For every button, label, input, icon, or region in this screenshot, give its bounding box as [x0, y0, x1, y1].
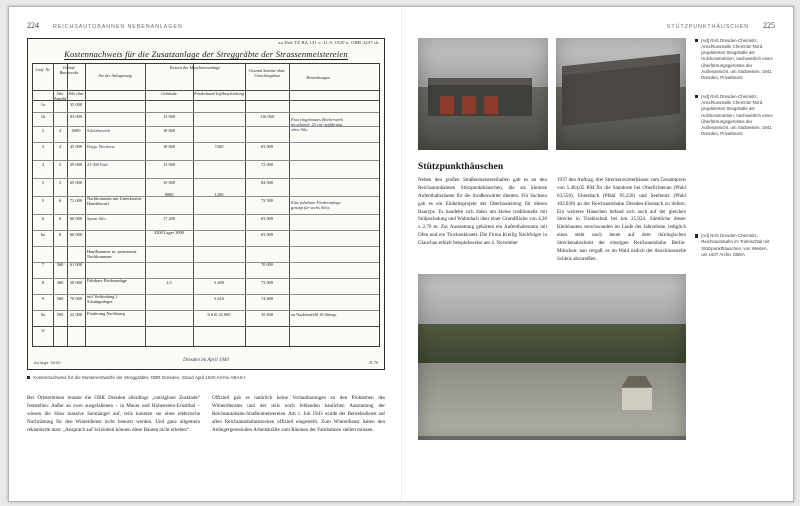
- caption-marker-icon: [695, 95, 698, 98]
- table-row: 360: [56, 280, 64, 285]
- table-row: 8: [41, 280, 45, 285]
- table-row: 3: [41, 144, 45, 149]
- running-head-right: [418, 21, 775, 31]
- table-row: 500: [56, 312, 64, 317]
- table-header-col2: Grösse Baustrecke: [59, 65, 79, 75]
- table-row: 11: [40, 328, 46, 333]
- page-left: [9, 7, 401, 501]
- table-row: 63 000: [260, 216, 274, 221]
- right-body-text: [418, 177, 686, 264]
- caption-text: [Ad] RAb Dresden-Chemnitz, Anschlussstelle Chemnitz-Nord, projektiertes Stiegshalle als Holzkonstruktion, nachweislich eines Überführungsgerüstes der Außenansicht, um Südwesten, 1941 Dresden, Privatbesitz: [701, 94, 773, 137]
- table-row: 21 000 Einf.: [87, 162, 109, 167]
- folio-right: 225: [763, 21, 775, 30]
- table-header-col1: Lauf. Nr.: [35, 67, 51, 72]
- table-row: 6 610 22 000: [207, 312, 231, 317]
- left-body-col1: Bei Ortsterminen musste die OBR Dresden allerdings „unträgbare Zustände“ feststellen: Außer an zwei ausgefallenen – in Mauer und Hohenstein-Ernstthal – wiesen die Silos massive Sanmängel auf, teils konnten sie ohne elektrische Nachrüstung für den Winterdienst nicht benutzt werden. Und ganz allgemein reklamierte man: „Anspruch auf Schönheit können diese Bauten nicht erheben“.: [27, 395, 200, 433]
- figure-caption-left: [27, 375, 385, 381]
- table-header-col4: Kosten der Maschinenanlage: [169, 65, 221, 70]
- table-row: 19 000: [162, 180, 176, 185]
- table-row: 35 600: [260, 312, 274, 317]
- caption-text: Kostennachweis für die Mustererstwürfe der Streggräbte, OBR Dresden, Stand April 1940 Archiv ABAS-I: [33, 375, 246, 380]
- right-body-col2: 1937 den Auftrag, drei Streckenwärterhäuser zum Gesamtpreis von 5.404,05 RM für die Standorte bei Oberfichtenau (Pfahl 63,550), Ebersbach (Pfahl 93,220) und Seefenitz (Pfahl 102,030) an der Reichsautobahn Dresden-Eisenach zu liefern. Ein weiteres Häuschen befand sich auch auf der gleichen Strecke in Triebischtal bei km 25,924. Sämtliche dieser Kleinbauten verschwanden im Laufe der Jahrzehnte, lediglich eines steht noch heute auf dem thüringischen Streckenabschnitt der einstigen Reichsautobahn Berlin-München: nan vergaß, es im Wald östlich der Anschlussstelle Schleiz abzureißen.: [557, 177, 686, 262]
- caption-marker-icon: [27, 376, 30, 379]
- table-header-col6: Bemerkungen: [306, 75, 330, 80]
- running-head-left: [27, 21, 385, 31]
- table-row: 560: [56, 296, 64, 301]
- table-row: 61 000: [69, 262, 83, 267]
- table-row: 6: [58, 198, 62, 203]
- table-row: 73 000: [260, 280, 274, 285]
- table-header-col4b: Förderband Luftbeschickung: [194, 91, 244, 96]
- table-foot-left: Anlage 3000: [34, 360, 61, 365]
- table-row: Handkammer m. permanent. Nachkommen: [87, 249, 138, 259]
- table-row: Fast eingebautes Becherwerk an schmal- 25 cm- zuführung ohne Silo.: [291, 117, 343, 132]
- table-row: 5: [41, 180, 45, 185]
- table-foot-right: 31.70: [368, 360, 378, 365]
- table-row: 1b: [40, 114, 46, 119]
- table-row: 6a: [40, 232, 46, 237]
- table-row: 3200 Lager 3000: [154, 230, 184, 235]
- table-row: 4: [58, 144, 62, 149]
- right-main-column: [418, 38, 686, 506]
- table-row: 7: [41, 262, 45, 267]
- book-spread: [8, 6, 794, 502]
- table-row: Silofahrwerk: [87, 128, 110, 133]
- table-figure: [27, 38, 385, 370]
- table-row: 70 000: [69, 296, 83, 301]
- table-row: 6: [41, 216, 45, 221]
- table-row: 9a: [40, 312, 46, 317]
- right-layout: [418, 38, 775, 506]
- table-row: 13 000: [162, 114, 176, 119]
- table-row: 5: [41, 198, 45, 203]
- table-row: Förderung Nachbarrg: [87, 311, 125, 316]
- table-row: Sporn Silo: [87, 216, 106, 221]
- table-row: 63 000: [260, 232, 274, 237]
- table-row: 3: [58, 180, 62, 185]
- table-row: 5 400: [214, 280, 224, 285]
- table-header-col4a: Gebäude: [161, 91, 177, 96]
- photo-hall-exterior-2: [556, 38, 686, 150]
- page-title: Stützpunkthäuschen: [418, 162, 504, 172]
- photo-row: [418, 38, 686, 150]
- table-row: 2,5: [166, 280, 172, 285]
- table-header-col3: Art der Anlagerung: [98, 73, 132, 78]
- left-body-col2: Offiziell gab es natürlich keine Verlautbarungen zu den Problemen des Winterdienstes und der teils noch fehlenden baulichen Ausstattung der Reichsautobahn-Straßenmeistereien. Am 1. Juli 1943 wurde der Betriebsdienst auf allen Reichsautobahnstrecken offiziell eingestellt. Zum Winterdienst haben den Anliegergemeinden Arbeitskräfte zum Räumen der Fahrbahnen stellen müssen.: [212, 395, 385, 433]
- table-row: Eine fahrbare Förderanlage genügt für sechs Silos.: [291, 200, 341, 210]
- table-row: 6: [58, 216, 62, 221]
- table-row: 1200: [214, 192, 224, 197]
- side-caption-1: [695, 38, 775, 81]
- table-row: Fahrbare Förderanlage: [87, 278, 127, 283]
- caption-marker-icon: [695, 234, 698, 237]
- table-row: 58 000: [69, 280, 83, 285]
- caption-text: [Ad] RAb Dresden-Chemnitz, Reichsautobahn im Triebischtal mit Stützpunkthäuschen, von Westen, um 1937 Archiv GBSA: [701, 233, 770, 257]
- table-row: 3: [58, 162, 62, 167]
- table-row: 9: [41, 296, 45, 301]
- table-row: 35 000: [69, 102, 83, 107]
- photo-autobahn-with-hut: [418, 274, 686, 440]
- right-side-column: [695, 38, 775, 506]
- table-row: 2: [41, 128, 45, 133]
- table-row: 84 000: [260, 180, 274, 185]
- table-row: 8000: [164, 192, 174, 197]
- table-row: 72 000: [69, 198, 83, 203]
- table-row: 360: [56, 262, 64, 267]
- table-header-col2a: Silo Anzahl: [54, 91, 66, 101]
- table-header-col2b: Silo cbm: [68, 91, 84, 96]
- table-row: 73 500: [260, 198, 274, 203]
- table-row: 45 000: [69, 144, 83, 149]
- table-row: 60 000: [69, 232, 83, 237]
- table-row: 17 200: [162, 216, 176, 221]
- caption-marker-icon: [695, 39, 698, 42]
- table-row: 18 000: [162, 128, 176, 133]
- table-row: 116 000: [259, 114, 275, 119]
- table-foot-center: Dresden im April 1940: [183, 358, 229, 363]
- table-row: 70 000: [260, 262, 274, 267]
- table-row: 22 000: [69, 312, 83, 317]
- table-row: 5 610: [214, 296, 224, 301]
- table-row: mit Verbindung f. Schüttgutlager: [87, 294, 119, 304]
- table-grid: [32, 63, 380, 347]
- table-row: 13 000: [162, 162, 176, 167]
- table-row: 83 000: [69, 114, 83, 119]
- left-body-text: [27, 395, 385, 434]
- table-row: 59 000: [69, 162, 83, 167]
- caption-text: [Ad] RAb Dresden-Chemnitz, Anschlussstelle Chemnitz-Nord, projektiertes Stiegshalle als Holzkonstruktion, nachweislich eines Überführungsgerüstes der Außenansicht, um Südwesten, 1941 Dresden, Privatbesitz: [701, 38, 773, 80]
- table-row: zu Nachbarfeld 10 Stützp.: [291, 312, 337, 317]
- table-row: 63 000: [260, 144, 274, 149]
- running-head-right-text: STÜTZPUNKTHÄUSCHEN: [666, 24, 749, 30]
- table-row: 74 600: [260, 296, 274, 301]
- running-head-left-text: REICHSAUTOBAHNEN NEBENANLAGEN: [53, 24, 183, 30]
- photo-hall-exterior-1: [418, 38, 548, 150]
- table-row: 4: [41, 162, 45, 167]
- table-row: 8: [58, 232, 62, 237]
- folio-left: 224: [27, 21, 39, 30]
- table-row: 18 000: [162, 144, 176, 149]
- table-row: 1a: [40, 102, 46, 107]
- table-header-col5: Gesamt Summe ohne Umschlagsbau: [248, 68, 286, 78]
- right-body-col1: Neben den großen Straßenmeistereihallen gab es an den Reichsautobahnen Stützpunkthäuschen, die als kleinste Aufenthaltsräume für die Straßenwärter dienten. Für Sachsen gab es ein Einheitsprojekt der Oberbauleitung für diesen Bautyps. Es handelte sich dabei um kleine traditionelle mit Stülpschalung und Walmdach über einer Grundfläche von 4,30 x 2,70 m. Zur Ausstattung gehörten ein Aufenthaltsraum mit Ofen und ein Trockenklosett. Die Firma Kreilig Nachfolger in Glauchau erhielt beispielsweise am 4. November: [418, 177, 547, 247]
- table-row: 4: [58, 128, 62, 133]
- table-row: Dopp. Becherw.: [87, 144, 116, 149]
- table-row: 72 000: [260, 162, 274, 167]
- table-row: 7200: [214, 144, 224, 149]
- table-title: Kostennachweis für die Zusatzanlage der Streggräbte der Strassenmeistereien: [64, 49, 348, 59]
- table-row: 65 000: [69, 180, 83, 185]
- table-top-note: zu Dok TZ BA 131 v. 21.9. 1920 u. OBR 4247 ch.: [278, 40, 380, 45]
- side-caption-2: [695, 94, 775, 137]
- table-row: Nachkommen mit Unterkasten-Handabwurf: [87, 196, 143, 206]
- table-row: 60 000: [69, 216, 83, 221]
- side-caption-3: [695, 233, 775, 258]
- table-row: 6000: [71, 128, 81, 133]
- page-right: [401, 7, 793, 501]
